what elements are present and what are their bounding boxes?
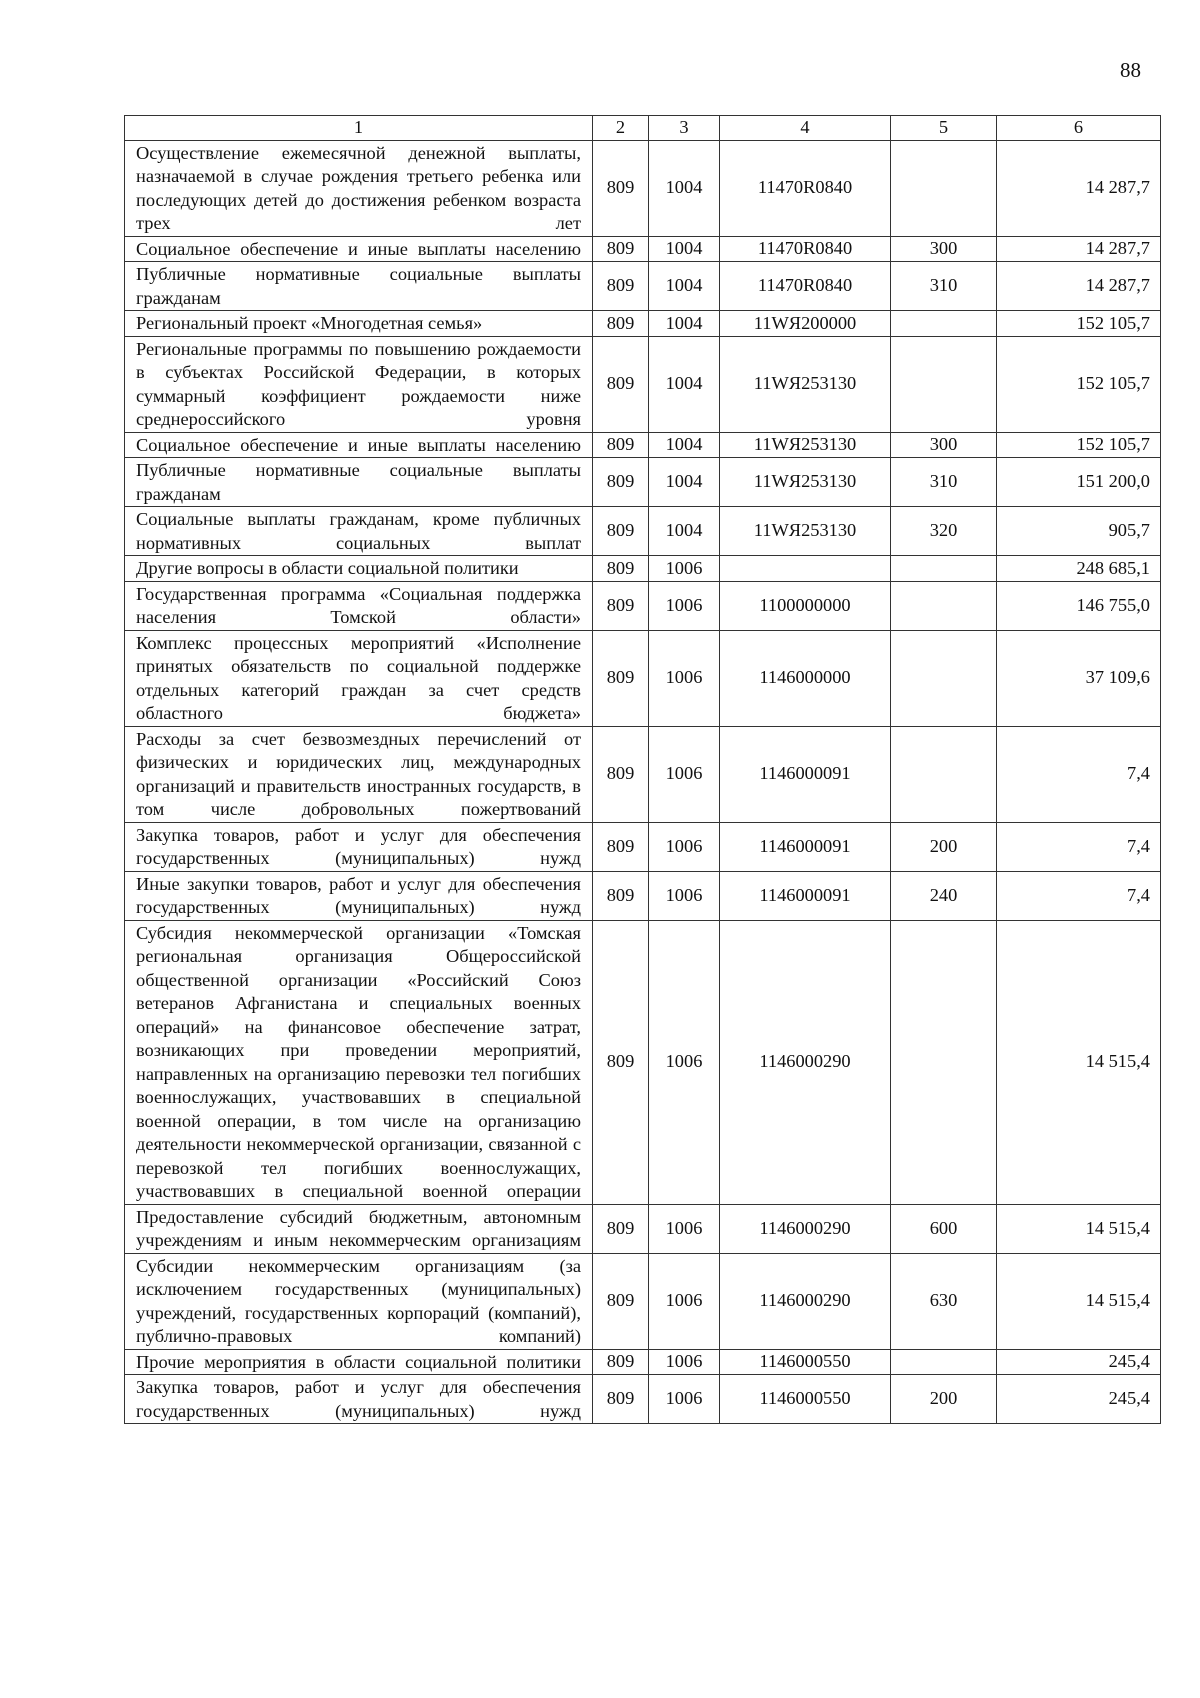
row-description: Социальные выплаты гражданам, кроме публичных нормативных социальных выплат — [125, 507, 593, 556]
row-col-4: 11470R0840 — [720, 262, 891, 311]
row-description: Публичные нормативные социальные выплаты гражданам — [125, 458, 593, 507]
row-amount: 152 105,7 — [997, 311, 1161, 337]
row-col-2: 809 — [593, 1349, 649, 1375]
table-row — [125, 1253, 1161, 1349]
row-col-3: 1006 — [649, 726, 720, 822]
table-row — [125, 236, 1161, 262]
row-col-3: 1004 — [649, 236, 720, 262]
row-amount: 245,4 — [997, 1349, 1161, 1375]
row-col-2: 809 — [593, 140, 649, 236]
row-col-3: 1004 — [649, 432, 720, 458]
table-row — [125, 581, 1161, 630]
row-description: Публичные нормативные социальные выплаты гражданам — [125, 262, 593, 311]
row-amount: 14 515,4 — [997, 920, 1161, 1204]
row-col-2: 809 — [593, 236, 649, 262]
row-amount: 151 200,0 — [997, 458, 1161, 507]
row-description: Региональные программы по повышению рождаемости в субъектах Российской Федерации, в которых суммарный коэффициент рождаемости ниже среднероссийского уровня — [125, 336, 593, 432]
row-amount: 152 105,7 — [997, 336, 1161, 432]
row-col-3: 1004 — [649, 311, 720, 337]
row-description: Закупка товаров, работ и услуг для обеспечения государственных (муниципальных) нужд — [125, 822, 593, 871]
row-col-5 — [891, 920, 997, 1204]
row-col-4: 11WЯ253130 — [720, 507, 891, 556]
row-description: Социальное обеспечение и иные выплаты населению — [125, 432, 593, 458]
row-col-4: 1146000290 — [720, 1253, 891, 1349]
table-row — [125, 1349, 1161, 1375]
row-description: Расходы за счет безвозмездных перечислений от физических и юридических лиц, международных организаций и правительств иностранных государств, в том числе добровольных пожертвований — [125, 726, 593, 822]
row-col-4: 11WЯ253130 — [720, 336, 891, 432]
row-col-2: 809 — [593, 822, 649, 871]
table-row — [125, 920, 1161, 1204]
row-amount: 152 105,7 — [997, 432, 1161, 458]
row-amount: 37 109,6 — [997, 630, 1161, 726]
row-amount: 7,4 — [997, 871, 1161, 920]
row-col-5: 240 — [891, 871, 997, 920]
row-col-2: 809 — [593, 920, 649, 1204]
row-col-4: 1146000091 — [720, 871, 891, 920]
row-description: Иные закупки товаров, работ и услуг для обеспечения государственных (муниципальных) нужд — [125, 871, 593, 920]
row-amount: 14 515,4 — [997, 1253, 1161, 1349]
header-col-2: 2 — [593, 116, 649, 141]
row-col-5: 320 — [891, 507, 997, 556]
row-col-4: 11WЯ253130 — [720, 458, 891, 507]
row-col-3: 1006 — [649, 581, 720, 630]
row-col-2: 809 — [593, 336, 649, 432]
table-row — [125, 630, 1161, 726]
row-col-4: 11WЯ253130 — [720, 432, 891, 458]
header-col-4: 4 — [720, 116, 891, 141]
row-col-2: 809 — [593, 1204, 649, 1253]
table-row — [125, 140, 1161, 236]
row-col-3: 1006 — [649, 1375, 720, 1424]
row-col-2: 809 — [593, 311, 649, 337]
row-col-5 — [891, 556, 997, 582]
row-description: Комплекс процессных мероприятий «Исполнение принятых обязательств по социальной поддержке отдельных категорий граждан за счет средств областного бюджета» — [125, 630, 593, 726]
row-col-5 — [891, 581, 997, 630]
row-amount: 7,4 — [997, 726, 1161, 822]
row-col-5 — [891, 336, 997, 432]
row-description: Социальное обеспечение и иные выплаты населению — [125, 236, 593, 262]
row-col-2: 809 — [593, 1253, 649, 1349]
row-col-4: 1100000000 — [720, 581, 891, 630]
row-col-4: 1146000290 — [720, 1204, 891, 1253]
row-description: Осуществление ежемесячной денежной выплаты, назначаемой в случае рождения третьего ребенка или последующих детей до достижения ребенком возраста трех лет — [125, 140, 593, 236]
table-row — [125, 458, 1161, 507]
budget-table — [124, 115, 1161, 1424]
row-col-5 — [891, 140, 997, 236]
row-col-4: 1146000550 — [720, 1349, 891, 1375]
row-col-2: 809 — [593, 1375, 649, 1424]
row-col-2: 809 — [593, 556, 649, 582]
row-amount: 14 515,4 — [997, 1204, 1161, 1253]
header-col-5: 5 — [891, 116, 997, 141]
row-col-5: 200 — [891, 822, 997, 871]
row-col-4 — [720, 556, 891, 582]
header-col-1: 1 — [125, 116, 593, 141]
row-amount: 245,4 — [997, 1375, 1161, 1424]
row-col-3: 1006 — [649, 630, 720, 726]
row-col-5: 310 — [891, 458, 997, 507]
row-col-5: 310 — [891, 262, 997, 311]
row-col-2: 809 — [593, 630, 649, 726]
row-col-4: 1146000091 — [720, 822, 891, 871]
row-description: Другие вопросы в области социальной политики — [125, 556, 593, 582]
header-col-3: 3 — [649, 116, 720, 141]
table-row — [125, 556, 1161, 582]
row-col-5: 630 — [891, 1253, 997, 1349]
row-amount: 7,4 — [997, 822, 1161, 871]
row-col-2: 809 — [593, 871, 649, 920]
row-amount: 248 685,1 — [997, 556, 1161, 582]
row-col-2: 809 — [593, 432, 649, 458]
row-amount: 14 287,7 — [997, 236, 1161, 262]
table-row — [125, 507, 1161, 556]
row-col-5: 300 — [891, 236, 997, 262]
row-col-5: 200 — [891, 1375, 997, 1424]
row-col-3: 1006 — [649, 1253, 720, 1349]
table-header-row — [125, 116, 1161, 141]
row-description: Прочие мероприятия в области социальной политики — [125, 1349, 593, 1375]
row-col-5: 600 — [891, 1204, 997, 1253]
row-description: Закупка товаров, работ и услуг для обеспечения государственных (муниципальных) нужд — [125, 1375, 593, 1424]
page-number: 88 — [1120, 58, 1141, 82]
row-col-5 — [891, 1349, 997, 1375]
row-col-3: 1006 — [649, 822, 720, 871]
row-col-2: 809 — [593, 262, 649, 311]
row-col-2: 809 — [593, 458, 649, 507]
row-col-4: 11470R0840 — [720, 140, 891, 236]
table-row — [125, 311, 1161, 337]
row-col-3: 1006 — [649, 556, 720, 582]
row-col-3: 1006 — [649, 1204, 720, 1253]
row-col-4: 1146000550 — [720, 1375, 891, 1424]
table-row — [125, 336, 1161, 432]
row-col-3: 1006 — [649, 871, 720, 920]
row-col-4: 1146000290 — [720, 920, 891, 1204]
row-col-4: 1146000091 — [720, 726, 891, 822]
row-description: Государственная программа «Социальная поддержка населения Томской области» — [125, 581, 593, 630]
table-row — [125, 1204, 1161, 1253]
row-description: Предоставление субсидий бюджетным, автономным учреждениям и иным некоммерческим организациям — [125, 1204, 593, 1253]
row-col-2: 809 — [593, 507, 649, 556]
row-amount: 146 755,0 — [997, 581, 1161, 630]
row-col-3: 1004 — [649, 140, 720, 236]
table-row — [125, 1375, 1161, 1424]
row-col-3: 1006 — [649, 1349, 720, 1375]
row-col-4: 11WЯ200000 — [720, 311, 891, 337]
row-col-5 — [891, 726, 997, 822]
row-col-3: 1004 — [649, 262, 720, 311]
row-col-5 — [891, 311, 997, 337]
row-col-4: 11470R0840 — [720, 236, 891, 262]
row-col-3: 1004 — [649, 507, 720, 556]
row-col-2: 809 — [593, 581, 649, 630]
row-description: Субсидии некоммерческим организациям (за исключением государственных (муниципальных) учреждений, государственных корпораций (компаний), публично-правовых компаний) — [125, 1253, 593, 1349]
row-amount: 14 287,7 — [997, 140, 1161, 236]
row-col-5: 300 — [891, 432, 997, 458]
table-row — [125, 822, 1161, 871]
row-amount: 14 287,7 — [997, 262, 1161, 311]
row-col-3: 1004 — [649, 458, 720, 507]
row-description: Региональный проект «Многодетная семья» — [125, 311, 593, 337]
row-col-2: 809 — [593, 726, 649, 822]
table-row — [125, 871, 1161, 920]
table-row — [125, 262, 1161, 311]
table-row — [125, 432, 1161, 458]
table-row — [125, 726, 1161, 822]
row-col-5 — [891, 630, 997, 726]
row-col-3: 1006 — [649, 920, 720, 1204]
header-col-6: 6 — [997, 116, 1161, 141]
row-description: Субсидия некоммерческой организации «Томская региональная организация Общероссийской общественной организации «Российский Союз ветеранов Афганистана и специальных военных операций» на финансовое обеспечение затрат, возникающих при проведении мероприятий, направленных на организацию перевозки тел погибших военнослужащих, участвовавших в специальной военной операции, в том числе на организацию деятельности некоммерческой организации, связанной с перевозкой тел погибших военнослужащих, участвовавших в специальной военной операции — [125, 920, 593, 1204]
row-col-3: 1004 — [649, 336, 720, 432]
row-amount: 905,7 — [997, 507, 1161, 556]
row-col-4: 1146000000 — [720, 630, 891, 726]
